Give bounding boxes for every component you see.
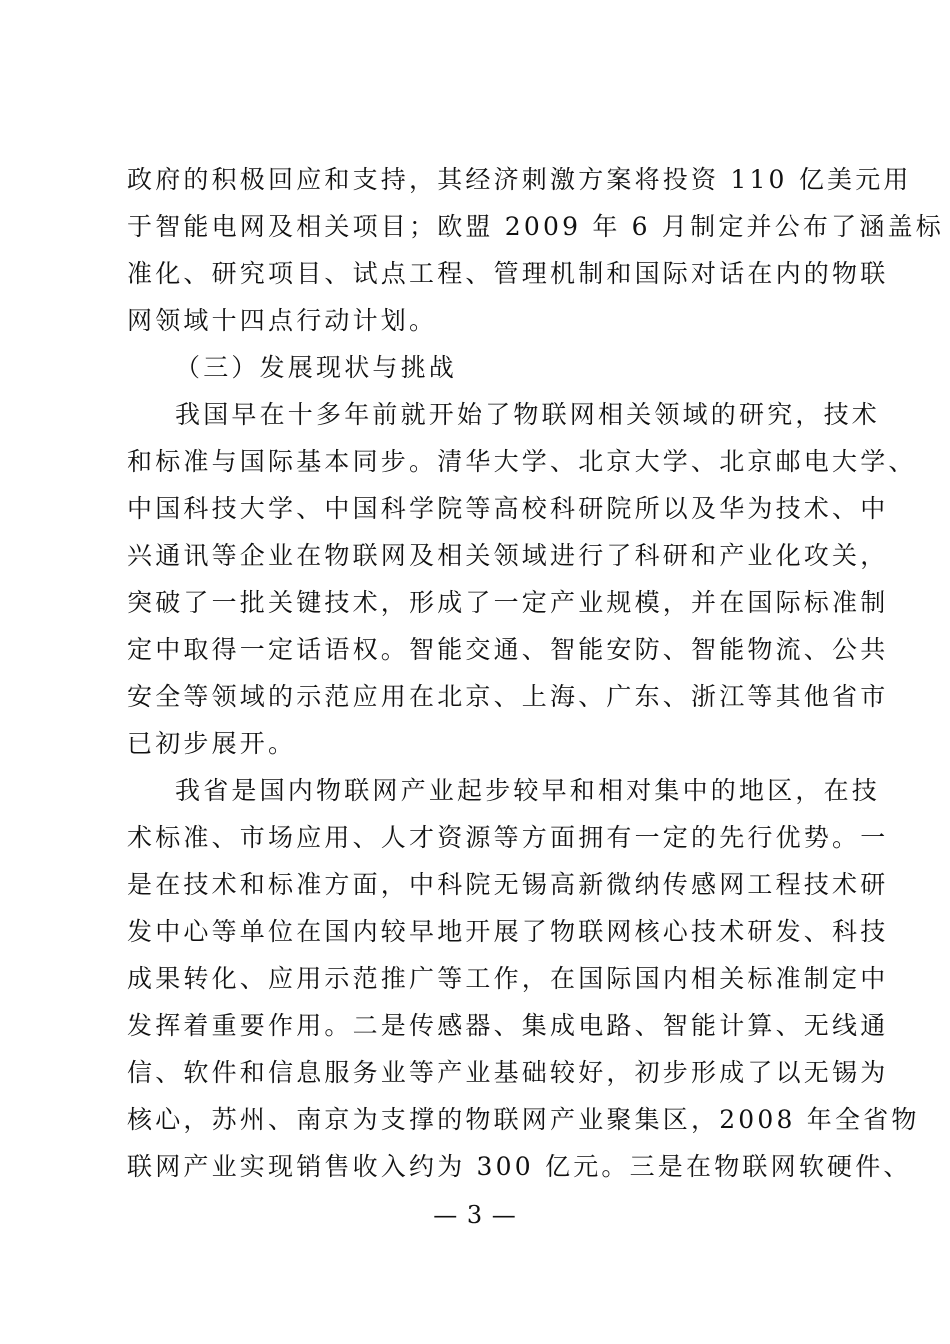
- text-line: 准化、研究项目、试点工程、管理机制和国际对话在内的物联: [127, 259, 889, 288]
- text-line: 我国早在十多年前就开始了物联网相关领域的研究，技术: [175, 400, 881, 429]
- text-line: 发挥着重要作用。二是传感器、集成电路、智能计算、无线通: [127, 1011, 889, 1040]
- text-line: 发中心等单位在国内较早地开展了物联网核心技术研发、科技: [127, 917, 889, 946]
- page-number: — 3 —: [433, 1201, 517, 1229]
- text-line: 成果转化、应用示范推广等工作，在国际国内相关标准制定中: [127, 964, 889, 993]
- text-line: 我省是国内物联网产业起步较早和相对集中的地区，在技: [175, 776, 881, 805]
- section-heading: （三）发展现状与挑战: [175, 353, 458, 382]
- text-line: 是在技术和标准方面，中科院无锡高新微纳传感网工程技术研: [127, 870, 889, 899]
- text-line: 定中取得一定话语权。智能交通、智能安防、智能物流、公共: [127, 635, 889, 664]
- text-line: 中国科技大学、中国科学院等高校科研院所以及华为技术、中: [127, 494, 889, 523]
- text-line: 已初步展开。: [127, 729, 297, 758]
- text-line: 网领域十四点行动计划。: [127, 306, 438, 335]
- text-line: 兴通讯等企业在物联网及相关领域进行了科研和产业化攻关，: [127, 541, 889, 570]
- text-line: 突破了一批关键技术，形成了一定产业规模，并在国际标准制: [127, 588, 889, 617]
- text-line: 核心，苏州、南京为支撑的物联网产业聚集区，2008 年全省物: [127, 1105, 920, 1134]
- text-line: 安全等领域的示范应用在北京、上海、广东、浙江等其他省市: [127, 682, 889, 711]
- text-line: 政府的积极回应和支持，其经济刺激方案将投资 110 亿美元用: [127, 165, 912, 194]
- text-line: 信、软件和信息服务业等产业基础较好，初步形成了以无锡为: [127, 1058, 889, 1087]
- text-line: 联网产业实现销售收入约为 300 亿元。三是在物联网软硬件、: [127, 1152, 912, 1181]
- text-line: 于智能电网及相关项目；欧盟 2009 年 6 月制定并公布了涵盖标: [127, 212, 944, 241]
- text-line: 和标准与国际基本同步。清华大学、北京大学、北京邮电大学、: [127, 447, 917, 476]
- text-line: 术标准、市场应用、人才资源等方面拥有一定的先行优势。一: [127, 823, 889, 852]
